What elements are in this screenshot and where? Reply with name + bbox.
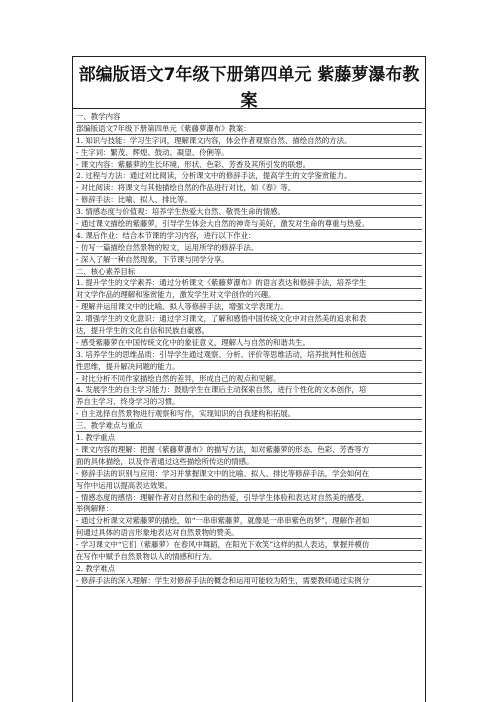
text-line: 2. 过程与方法：通过对比阅读，分析课文中的修辞手法，提高学生的文学鉴赏能力。 (76, 170, 422, 182)
document-title: 部编版语文7年级下册第四单元 紫藤萝瀑布教案 (73, 57, 425, 109)
text-line: 一、教学内容 (76, 111, 422, 123)
text-line: - 自主选择自然景物进行观察和写作，实现知识的自我建构和拓展。 (76, 408, 422, 420)
text-line: - 情感态度的感悟：理解作者对自然和生命的热爱，引导学生体验和表达对自然美的感受。 (76, 492, 422, 504)
text-line: 2. 增强学生的文化意识：通过学习课文，了解和感悟中国传统文化中对自然美的追求和表 (76, 313, 422, 325)
text-line: - 修辞手法的深入理解：学生对修辞手法的概念和运用可能较为陌生，需要教师通过实例分 (76, 575, 422, 587)
text-line: 4. 课后作业：结合本节课的学习内容，进行以下作业： (76, 230, 422, 242)
text-line: - 仿写一篇描绘自然景物的短文，运用所学的修辞手法。 (76, 242, 422, 254)
document-body (73, 109, 425, 587)
text-line: - 课文内容：紫藤萝的生长环境、形状、色彩、芳香及其所引发的联想。 (76, 159, 422, 171)
text-line: - 学习课文中“它们（紫藤萝）在春风中舞蹈，在阳光下欢笑”这样的拟人表达，掌握并模仿 (76, 539, 422, 551)
text-line: - 生字词：繁茂、辉煌、鼓动、凝望、伶俐等。 (76, 147, 422, 159)
text-line: 4. 发展学生的自主学习能力：鼓励学生在课后主动探索自然，进行个性化的文本创作，培 (76, 384, 422, 396)
text-line: - 课文内容的理解：把握《紫藤萝瀑布》的描写方法，如对紫藤萝的形态、色彩、芳香等方 (76, 444, 422, 456)
text-line: - 通过分析课文对紫藤萝的描绘，如“一串串紫藤萝，就像是一串串紫色的梦”，理解作者如 (76, 515, 422, 527)
text-line: - 深入了解一种自然现象，下节课与同学分享。 (76, 254, 422, 266)
text-line: 1. 知识与技能：学习生字词，理解课文内容，体会作者观察自然、描绘自然的方法。 (76, 135, 422, 147)
text-line: 对文学作品的理解和鉴赏能力，激发学生对文学创作的兴趣。 (76, 289, 422, 301)
text-line: 写作中运用以提高表达效果。 (76, 480, 422, 492)
text-line: - 对比阅读：将课文与其他描绘自然的作品进行对比，如《春》等。 (76, 182, 422, 194)
text-line: 养自主学习、终身学习的习惯。 (76, 396, 422, 408)
text-line: 三、教学难点与重点 (76, 420, 422, 432)
text-line: 二、核心素养目标 (76, 266, 422, 278)
text-line: - 对比分析不同作家描绘自然的差异，形成自己的观点和见解。 (76, 373, 422, 385)
text-line: 3. 情感态度与价值观：培养学生热爱大自然、敬畏生命的情感。 (76, 206, 422, 218)
text-line: 部编版语文7年级下册第四单元《紫藤萝瀑布》教案： (76, 123, 422, 135)
text-line: 达，提升学生的文化自信和民族自豪感。 (76, 325, 422, 337)
text-line: - 理解并运用课文中的比喻、拟人等修辞手法，增强文学表现力。 (76, 301, 422, 313)
text-line: 在写作中赋予自然景物以人的情感和行为。 (76, 551, 422, 563)
text-line: 何通过具体的语言形象地表达对自然景物的赞美。 (76, 527, 422, 539)
text-line: - 修辞手法的识别与应用：学习并掌握课文中的比喻、拟人、排比等修辞手法，学会如何在 (76, 468, 422, 480)
text-line: - 通过课文描绘的紫藤萝，引导学生体会大自然的神奇与美好，激发对生命的尊重与热爱。 (76, 218, 422, 230)
text-line: 面的具体描绘，以及作者通过这些描绘所传达的情感。 (76, 456, 422, 468)
text-line: 1. 提升学生的文学素养：通过分析课文《紫藤萝瀑布》的语言表达和修辞手法，培养学生 (76, 277, 422, 289)
lesson-plan-table (72, 56, 426, 702)
text-line: 性思维，提升解决问题的能力。 (76, 361, 422, 373)
text-line: 3. 培养学生的思维品质：引导学生通过观察、分析、评价等思维活动，培养批判性和创造 (76, 349, 422, 361)
text-line: 1. 教学重点 (76, 432, 422, 444)
text-line: - 修辞手法：比喻、拟人、排比等。 (76, 194, 422, 206)
text-line: 2. 教学难点 (76, 563, 422, 575)
text-line: - 感受紫藤萝在中国传统文化中的象征意义，理解人与自然的和谐共生。 (76, 337, 422, 349)
text-line: 举例解释： (76, 503, 422, 515)
